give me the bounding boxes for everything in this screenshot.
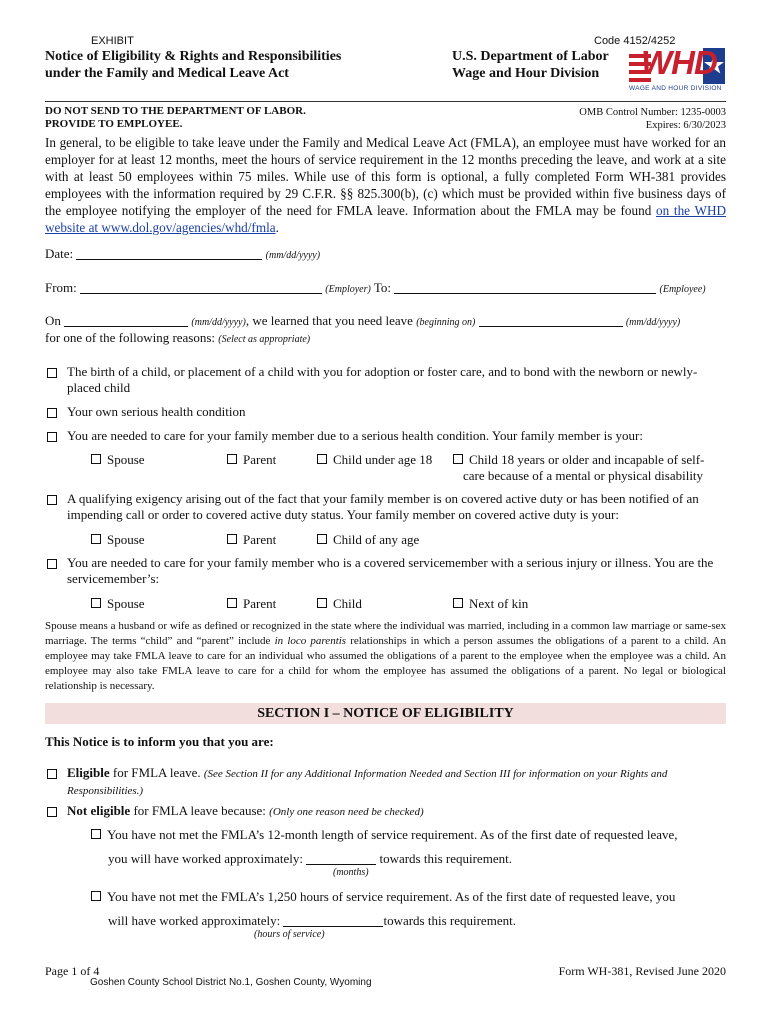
exigency-opt-spouse	[91, 532, 145, 548]
hours-hint: (hours of service)	[254, 929, 325, 940]
own-health-checkbox[interactable]	[47, 408, 57, 418]
reason-own-health	[45, 404, 726, 420]
leave-begin-field[interactable]	[479, 326, 623, 327]
exigency-parent-label: Parent	[243, 532, 277, 547]
form-code: Code 4152/4252	[594, 35, 676, 47]
date-hint: (mm/dd/yyyy)	[265, 250, 321, 261]
reasons-row	[45, 330, 310, 348]
family-child-under-18-label: Child under age 18	[333, 452, 433, 467]
family-spouse-label: Spouse	[107, 452, 145, 467]
family-opt-child-over-18	[453, 452, 728, 484]
from-label: From:	[45, 280, 77, 295]
service-next-of-kin-checkbox[interactable]	[453, 598, 463, 608]
dept-line-2: Wage and Hour Division	[452, 66, 600, 81]
service-opt-child	[317, 596, 362, 612]
hours-text: You have not met the FMLA’s 1,250 hours of service requirement. As of the first date of requested leave, you	[107, 889, 676, 904]
not-eligible-checkbox[interactable]	[47, 807, 57, 817]
servicemember-checkbox[interactable]	[47, 559, 57, 569]
do-not-send-notice	[45, 105, 306, 131]
school-district: Goshen County School District No.1, Goshen County, Wyoming	[90, 977, 372, 988]
definition-italic: in loco parentis	[274, 635, 347, 647]
definition-text-2: relationships in which a person assumes the obligations of a parent to a child. An employee may take FMLA leave to care for an individual who assumed the obligations of a parent to the employee when the employee was a child. An employee may also take FMLA leave to care for a child for whom the employee has assumed the obligations of a parent. No legal or biological relationship is necessary.	[45, 635, 726, 692]
service-child-label: Child	[333, 596, 362, 611]
reason-family-care	[45, 428, 726, 444]
months-checkbox[interactable]	[91, 829, 101, 839]
hours-line-2	[108, 913, 516, 929]
months-line-2	[108, 851, 512, 867]
title-line-1: Notice of Eligibility & Rights and Responsibilities	[45, 49, 342, 64]
exigency-spouse-checkbox[interactable]	[91, 534, 101, 544]
reason-servicemember	[45, 555, 726, 587]
employee-hint: (Employee)	[659, 284, 706, 295]
intro-end: .	[275, 220, 279, 235]
learned-text: , we learned that you need leave	[245, 313, 413, 328]
employer-hint: (Employer)	[325, 284, 371, 295]
to-label: To:	[373, 280, 392, 295]
definition-text-1: Spouse means a husband or wife as defined or recognized in the state where the individual was married, including in a common law marriage or same-sex marriage. The terms “child” and “parent” include	[45, 620, 726, 647]
not-eligible-text: for FMLA leave because:	[130, 803, 270, 818]
reasons-hint: (Select as appropriate)	[218, 334, 311, 345]
family-child-over-18-label-2: care because of a mental or physical disability	[463, 468, 704, 483]
logo-subtext: WAGE AND HOUR DIVISION	[629, 85, 722, 92]
eligible-hint: (See Section II for any Additional Information Needed and Section III for information on your Rights and Responsibilities.)	[67, 768, 668, 797]
header-divider	[45, 101, 726, 102]
on-row	[45, 313, 680, 331]
exigency-child-label: Child of any age	[333, 532, 420, 547]
months-field[interactable]	[306, 864, 376, 865]
family-opt-child-under-18	[317, 452, 432, 468]
fmla-website-link[interactable]: on the WHD website at www.dol.gov/agencies/whd/fmla	[45, 203, 726, 235]
hours-towards-text: towards this requirement.	[383, 913, 516, 928]
date-label: Date:	[45, 246, 74, 261]
hours-field[interactable]	[283, 926, 383, 927]
inform-label: This Notice is to inform you that you are:	[45, 734, 274, 749]
notice-date-hint: (mm/dd/yyyy)	[191, 317, 246, 328]
months-text: You have not met the FMLA’s 12-month length of service requirement. As of the first date of requested leave,	[107, 827, 678, 842]
family-child-under-18-checkbox[interactable]	[317, 454, 327, 464]
service-spouse-checkbox[interactable]	[91, 598, 101, 608]
service-opt-parent	[227, 596, 276, 612]
hours-checkbox[interactable]	[91, 891, 101, 901]
exigency-spouse-label: Spouse	[107, 532, 145, 547]
eligible-label: Eligible	[67, 765, 110, 780]
exigency-parent-checkbox[interactable]	[227, 534, 237, 544]
exigency-child-checkbox[interactable]	[317, 534, 327, 544]
whd-logo	[627, 44, 727, 94]
section-1-header: SECTION I – NOTICE OF ELIGIBILITY	[45, 703, 726, 724]
family-parent-label: Parent	[243, 452, 277, 467]
expiration-date: Expires: 6/30/2023	[645, 120, 726, 131]
from-to-row	[45, 280, 706, 298]
omb-info	[579, 106, 726, 132]
birth-checkbox[interactable]	[47, 368, 57, 378]
exigency-opt-parent	[227, 532, 276, 548]
eligible-option	[45, 765, 726, 799]
reason-exigency	[45, 491, 726, 523]
family-opt-spouse	[91, 452, 145, 468]
own-health-text: Your own serious health condition	[67, 404, 246, 419]
service-parent-label: Parent	[243, 596, 277, 611]
notice-date-field[interactable]	[64, 326, 188, 327]
family-parent-checkbox[interactable]	[227, 454, 237, 464]
service-parent-checkbox[interactable]	[227, 598, 237, 608]
title-line-2: under the Family and Medical Leave Act	[45, 66, 289, 81]
months-hint: (months)	[333, 867, 369, 878]
service-child-checkbox[interactable]	[317, 598, 327, 608]
intro-text: In general, to be eligible to take leave under the Family and Medical Leave Act (FMLA), an employee must have worked for an employer for at least 12 months, meet the hours of service requirement in the 12 months preceding the leave, and work at a site with at least 50 employees within 75 miles. While use of this form is optional, a fully completed Form WH-381 provides employees with the information required by 29 C.F.R. §§ 825.300(b), (c) which must be provided within five business days of the employee notifying the employer of the need for FMLA leave. Information about the FMLA may be found	[45, 135, 726, 218]
definition-paragraph	[45, 619, 726, 694]
date-field[interactable]	[76, 259, 262, 260]
notice-line-1: DO NOT SEND TO THE DEPARTMENT OF LABOR.	[45, 105, 306, 117]
family-care-checkbox[interactable]	[47, 432, 57, 442]
leave-begin-hint: (mm/dd/yyyy)	[625, 317, 681, 328]
eligible-checkbox[interactable]	[47, 769, 57, 779]
family-care-text: You are needed to care for your family member due to a serious health condition. Your family member is your:	[67, 428, 643, 443]
reason-birth	[45, 364, 726, 396]
page-title	[45, 48, 341, 82]
family-child-over-18-label: Child 18 years or older and incapable of self-	[469, 452, 705, 467]
logo-text: WHD	[641, 44, 717, 81]
hours-requirement	[91, 889, 731, 905]
service-spouse-label: Spouse	[107, 596, 145, 611]
servicemember-text: You are needed to care for your family member who is a covered servicemember with a serious injury or illness. You are the servicemember’s:	[67, 555, 714, 586]
exhibit-label: EXHIBIT	[91, 35, 134, 47]
exigency-opt-child	[317, 532, 419, 548]
service-opt-spouse	[91, 596, 145, 612]
months-worked-label: you will have worked approximately:	[108, 851, 303, 866]
employee-field[interactable]	[394, 293, 656, 294]
not-eligible-hint: (Only one reason need be checked)	[269, 806, 424, 818]
months-requirement	[91, 827, 731, 843]
dept-line-1: U.S. Department of Labor	[452, 49, 609, 64]
hours-worked-label: will have worked approximately:	[108, 913, 281, 928]
reasons-label: for one of the following reasons:	[45, 330, 216, 345]
months-towards-text: towards this requirement.	[379, 851, 512, 866]
family-spouse-checkbox[interactable]	[91, 454, 101, 464]
eligible-text: for FMLA leave.	[109, 765, 204, 780]
employer-field[interactable]	[80, 293, 322, 294]
exigency-checkbox[interactable]	[47, 495, 57, 505]
service-next-of-kin-label: Next of kin	[469, 596, 529, 611]
birth-text: The birth of a child, or placement of a child with you for adoption or foster care, and to bond with the newborn or newly-placed child	[67, 364, 698, 395]
family-opt-parent	[227, 452, 276, 468]
page-number: Page 1 of 4	[45, 964, 100, 978]
not-eligible-label: Not eligible	[67, 803, 131, 818]
on-label: On	[45, 313, 61, 328]
omb-number: OMB Control Number: 1235-0003	[579, 107, 726, 118]
not-eligible-option	[45, 803, 726, 820]
intro-paragraph	[45, 134, 726, 236]
notice-line-2: PROVIDE TO EMPLOYEE.	[45, 118, 183, 130]
department-name	[452, 48, 609, 82]
service-opt-next-of-kin	[453, 596, 528, 612]
family-child-over-18-checkbox[interactable]	[453, 454, 463, 464]
exigency-text: A qualifying exigency arising out of the fact that your family member is on covered active duty or has been notified of an impending call or order to covered active duty status. Your family member on covered active duty is your:	[67, 491, 699, 522]
beginning-hint: (beginning on)	[416, 317, 476, 328]
form-revision: Form WH-381, Revised June 2020	[558, 964, 726, 978]
date-row	[45, 246, 320, 264]
